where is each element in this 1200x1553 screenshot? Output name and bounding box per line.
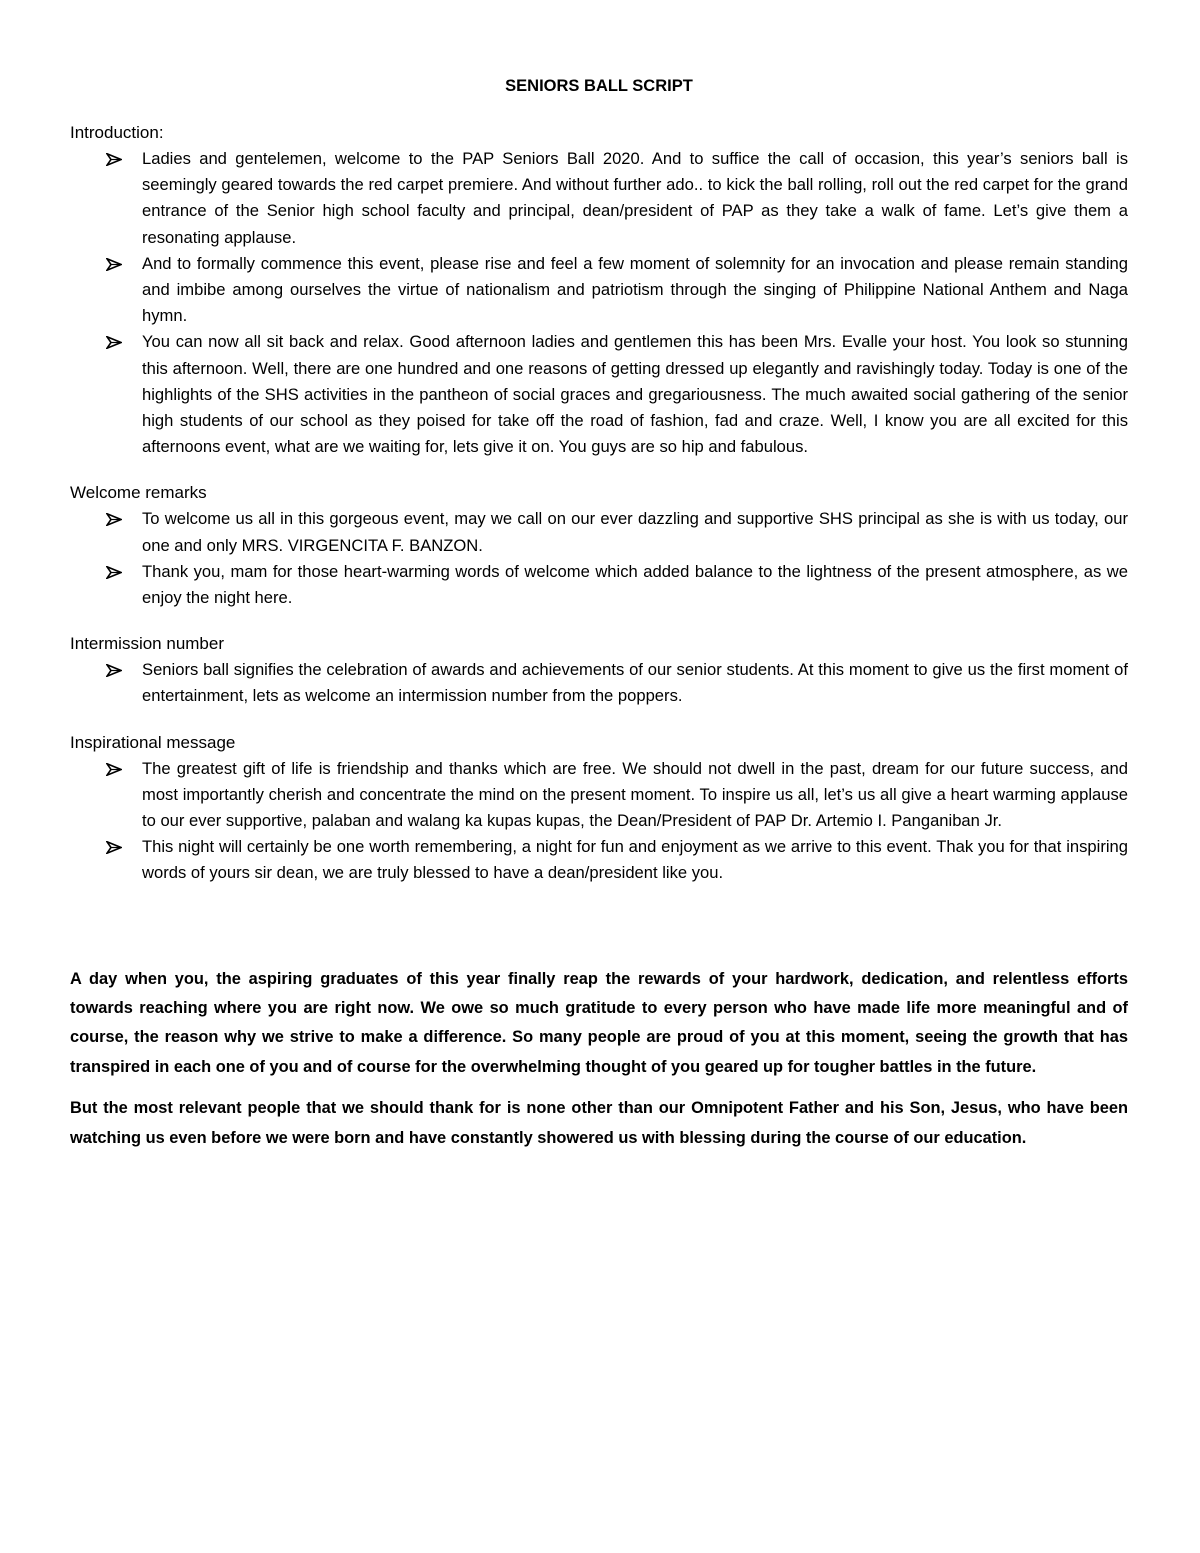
bullet-text: This night will certainly be one worth remembering, a night for fun and enjoyment as we arrive to this event. Thak you for that inspiring words of yours sir dean, we are truly blessed to have a dean/president like you.	[142, 837, 1128, 883]
closing-paragraph: A day when you, the aspiring graduates of this year finally reap the rewards of your hardwork, dedication, and relentless efforts towards reaching where you are right now. We owe so much gratitude to every person who have made life more meaningful and of course, the reason why we strive to make a difference. So many people are proud of you at this moment, seeing the growth that has transpired in each one of you and of course for the overwhelming thought of you geared up for tougher battles in the future.	[70, 969, 1128, 1076]
section-heading: Introduction:	[70, 123, 164, 142]
bullet-text: The greatest gift of life is friendship and thanks which are free. We should not dwell in the past, dream for our future success, and most importantly cherish and concentrate the mind on the present moment. To inspire us all, let’s us all give a heart warming applause to our ever supportive, palaban and walang ka kupas kupas, the Dean/President of PAP Dr. Artemio I. Panganiban Jr.	[142, 758, 1128, 831]
bullet-item	[70, 146, 1128, 251]
bullet-text: Seniors ball signifies the celebration of awards and achievements of our senior students. At this moment to give us the first moment of entertainment, lets as welcome an intermission number from the poppers.	[142, 660, 1128, 706]
bullet-text: And to formally commence this event, please rise and feel a few moment of solemnity for an invocation and please remain standing and imbibe among ourselves the virtue of nationalism and patriotism through the singing of Philippine National Anthem and Naga hymn.	[142, 253, 1128, 326]
bullet-list	[70, 756, 1128, 887]
script-section	[70, 480, 1128, 611]
document-title: SENIORS BALL SCRIPT	[505, 77, 693, 95]
arrowhead-bullet-icon	[106, 559, 126, 585]
bullet-text: To welcome us all in this gorgeous event, may we call on our ever dazzling and supportive SHS principal as she is with us today, our one and only MRS. VIRGENCITA F. BANZON.	[142, 509, 1128, 555]
bullet-item	[70, 657, 1128, 709]
arrowhead-bullet-icon	[106, 329, 126, 355]
section-heading: Welcome remarks	[70, 483, 207, 503]
bullet-text: Ladies and gentelemen, welcome to the PAP Seniors Ball 2020. And to suffice the call of occasion, this year’s seniors ball is seemingly geared towards the red carpet premiere. And without further ado.. to kick the ball rolling, roll out the red carpet for the grand entrance of the Senior high school faculty and principal, dean/president of PAP as they take a walk of fame. Let’s give them a resonating applause.	[142, 149, 1128, 247]
arrowhead-bullet-icon	[106, 251, 126, 277]
section-heading: Intermission number	[70, 634, 225, 654]
script-section	[70, 631, 1128, 709]
arrowhead-bullet-icon	[106, 146, 126, 172]
document-page	[70, 74, 1128, 1153]
bullet-list	[70, 657, 1128, 709]
arrowhead-bullet-icon	[106, 756, 126, 782]
arrowhead-bullet-icon	[106, 657, 126, 683]
section-heading: Inspirational message	[70, 732, 236, 752]
bullet-list	[70, 506, 1128, 611]
bullet-item	[70, 559, 1128, 611]
closing-message	[70, 965, 1128, 1153]
script-section	[70, 120, 1128, 460]
bullet-item	[70, 506, 1128, 558]
bullet-item	[70, 834, 1128, 886]
bullet-text: You can now all sit back and relax. Good afternoon ladies and gentlemen this has been Mrs. Evalle your host. You look so stunning this afternoon. Well, there are one hundred and one reasons of getting dressed up elegantly and ravishingly today. Today is one of the highlights of the SHS activities in the pantheon of social graces and gregariousness. The much awaited social gathering of the senior high students of our school as they poised for take off the road of fashion, fad and craze. Well, I know you are all excited for this afternoons event, what are we waiting for, lets give it on. You guys are so hip and fabulous.	[142, 332, 1128, 457]
closing-paragraph: But the most relevant people that we should thank for is none other than our Omnipotent Father and his Son, Jesus, who have been watching us even before we were born and have constantly showered us with blessing during the course of our education.	[70, 1099, 1128, 1147]
arrowhead-bullet-icon	[106, 506, 126, 532]
bullet-item	[70, 756, 1128, 835]
script-section	[70, 730, 1128, 887]
arrowhead-bullet-icon	[106, 834, 126, 860]
bullet-item	[70, 251, 1128, 330]
bullet-item	[70, 329, 1128, 460]
script-sections	[70, 120, 1128, 887]
bullet-text: Thank you, mam for those heart-warming words of welcome which added balance to the lightness of the present atmosphere, as we enjoy the night here.	[142, 561, 1128, 608]
bullet-list	[70, 146, 1128, 460]
